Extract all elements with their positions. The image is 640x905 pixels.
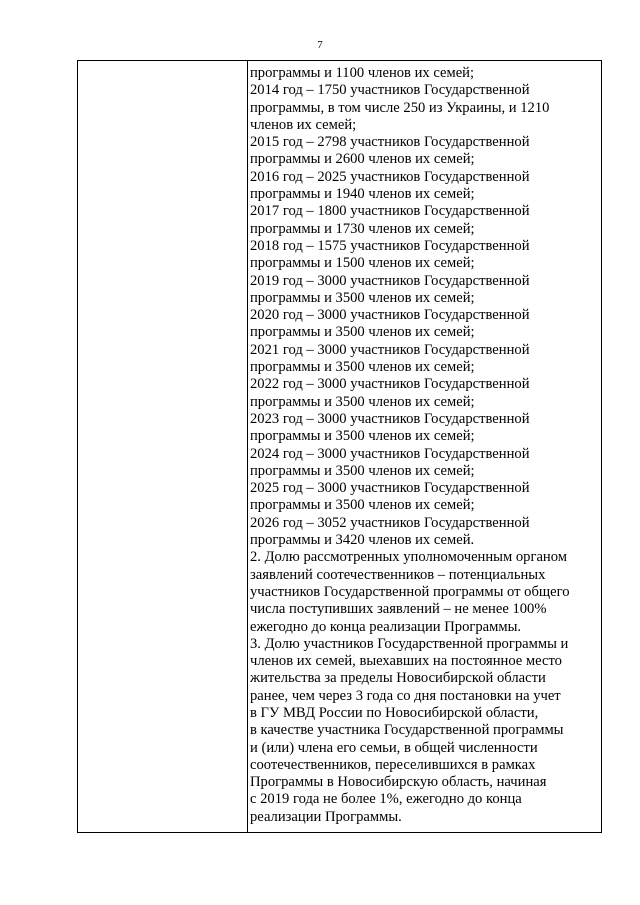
text-line: 2024 год – 3000 участников Государственной <box>250 445 530 462</box>
text-line: программы и 1940 членов их семей; <box>250 186 475 203</box>
text-line: программы и 3420 членов их семей. <box>250 532 475 549</box>
text-line: Программы в Новосибирскую область, начиная <box>250 774 547 791</box>
text-line: программы и 2600 членов их семей; <box>250 151 475 168</box>
text-line: программы и 3500 членов их семей; <box>250 324 475 341</box>
text-line: жительства за пределы Новосибирской области <box>250 670 546 687</box>
text-line: ежегодно до конца реализации Программы. <box>250 618 522 635</box>
text-line: программы и 1730 членов их семей; <box>250 220 475 237</box>
text-line: программы и 3500 членов их семей; <box>250 393 475 410</box>
text-line: реализации Программы. <box>250 808 402 825</box>
page-number: 7 <box>317 39 323 51</box>
text-line: 2020 год – 3000 участников Государственной <box>250 307 530 324</box>
text-line: с 2019 года не более 1%, ежегодно до конца <box>250 791 522 808</box>
text-line: программы и 3500 членов их семей; <box>250 497 475 514</box>
text-line: 2019 год – 3000 участников Государственной <box>250 272 530 289</box>
document-table <box>77 60 602 833</box>
text-line: 2022 год – 3000 участников Государственной <box>250 376 530 393</box>
table-left-cell <box>78 61 248 832</box>
text-line: программы и 3500 членов их семей; <box>250 428 475 445</box>
text-line: числа поступивших заявлений – не менее 100% <box>250 601 547 618</box>
text-line: 2014 год – 1750 участников Государственной <box>250 82 530 99</box>
text-line: программы и 1100 членов их семей; <box>250 65 475 81</box>
text-line: 2016 год – 2025 участников Государственной <box>250 168 530 185</box>
text-line: 2018 год – 1575 участников Государственной <box>250 237 530 254</box>
text-line: 2026 год – 3052 участников Государственной <box>250 514 530 531</box>
text-line: 2025 год – 3000 участников Государственной <box>250 480 530 497</box>
text-line: соотечественников, переселившихся в рамках <box>250 756 536 773</box>
table-right-cell <box>250 65 600 826</box>
text-line: программы, в том числе 250 из Украины, и 1210 <box>250 99 550 116</box>
text-line: программы и 3500 членов их семей; <box>250 462 475 479</box>
text-line: программы и 3500 членов их семей; <box>250 359 475 376</box>
text-line: 2017 год – 1800 участников Государственной <box>250 203 530 220</box>
text-line: 2023 год – 3000 участников Государственной <box>250 410 530 427</box>
text-line: 2021 год – 3000 участников Государственной <box>250 341 530 358</box>
text-line: 3. Долю участников Государственной программы и <box>250 635 569 652</box>
text-line: программы и 3500 членов их семей; <box>250 289 475 306</box>
text-line: в качестве участника Государственной программы <box>250 722 564 739</box>
text-line: и (или) члена его семьи, в общей численности <box>250 739 538 756</box>
text-line: заявлений соотечественников – потенциальных <box>250 566 546 583</box>
text-line: ранее, чем через 3 года со дня постановки на учет <box>250 687 561 704</box>
text-line: участников Государственной программы от общего <box>250 583 570 600</box>
text-line: программы и 1500 членов их семей; <box>250 255 475 272</box>
text-line: в ГУ МВД России по Новосибирской области, <box>250 704 539 721</box>
text-line: членов их семей, выехавших на постоянное место <box>250 653 562 670</box>
text-line: 2015 год – 2798 участников Государственной <box>250 134 530 151</box>
text-line: членов их семей; <box>250 116 357 133</box>
text-line: 2. Долю рассмотренных уполномоченным органом <box>250 549 567 566</box>
